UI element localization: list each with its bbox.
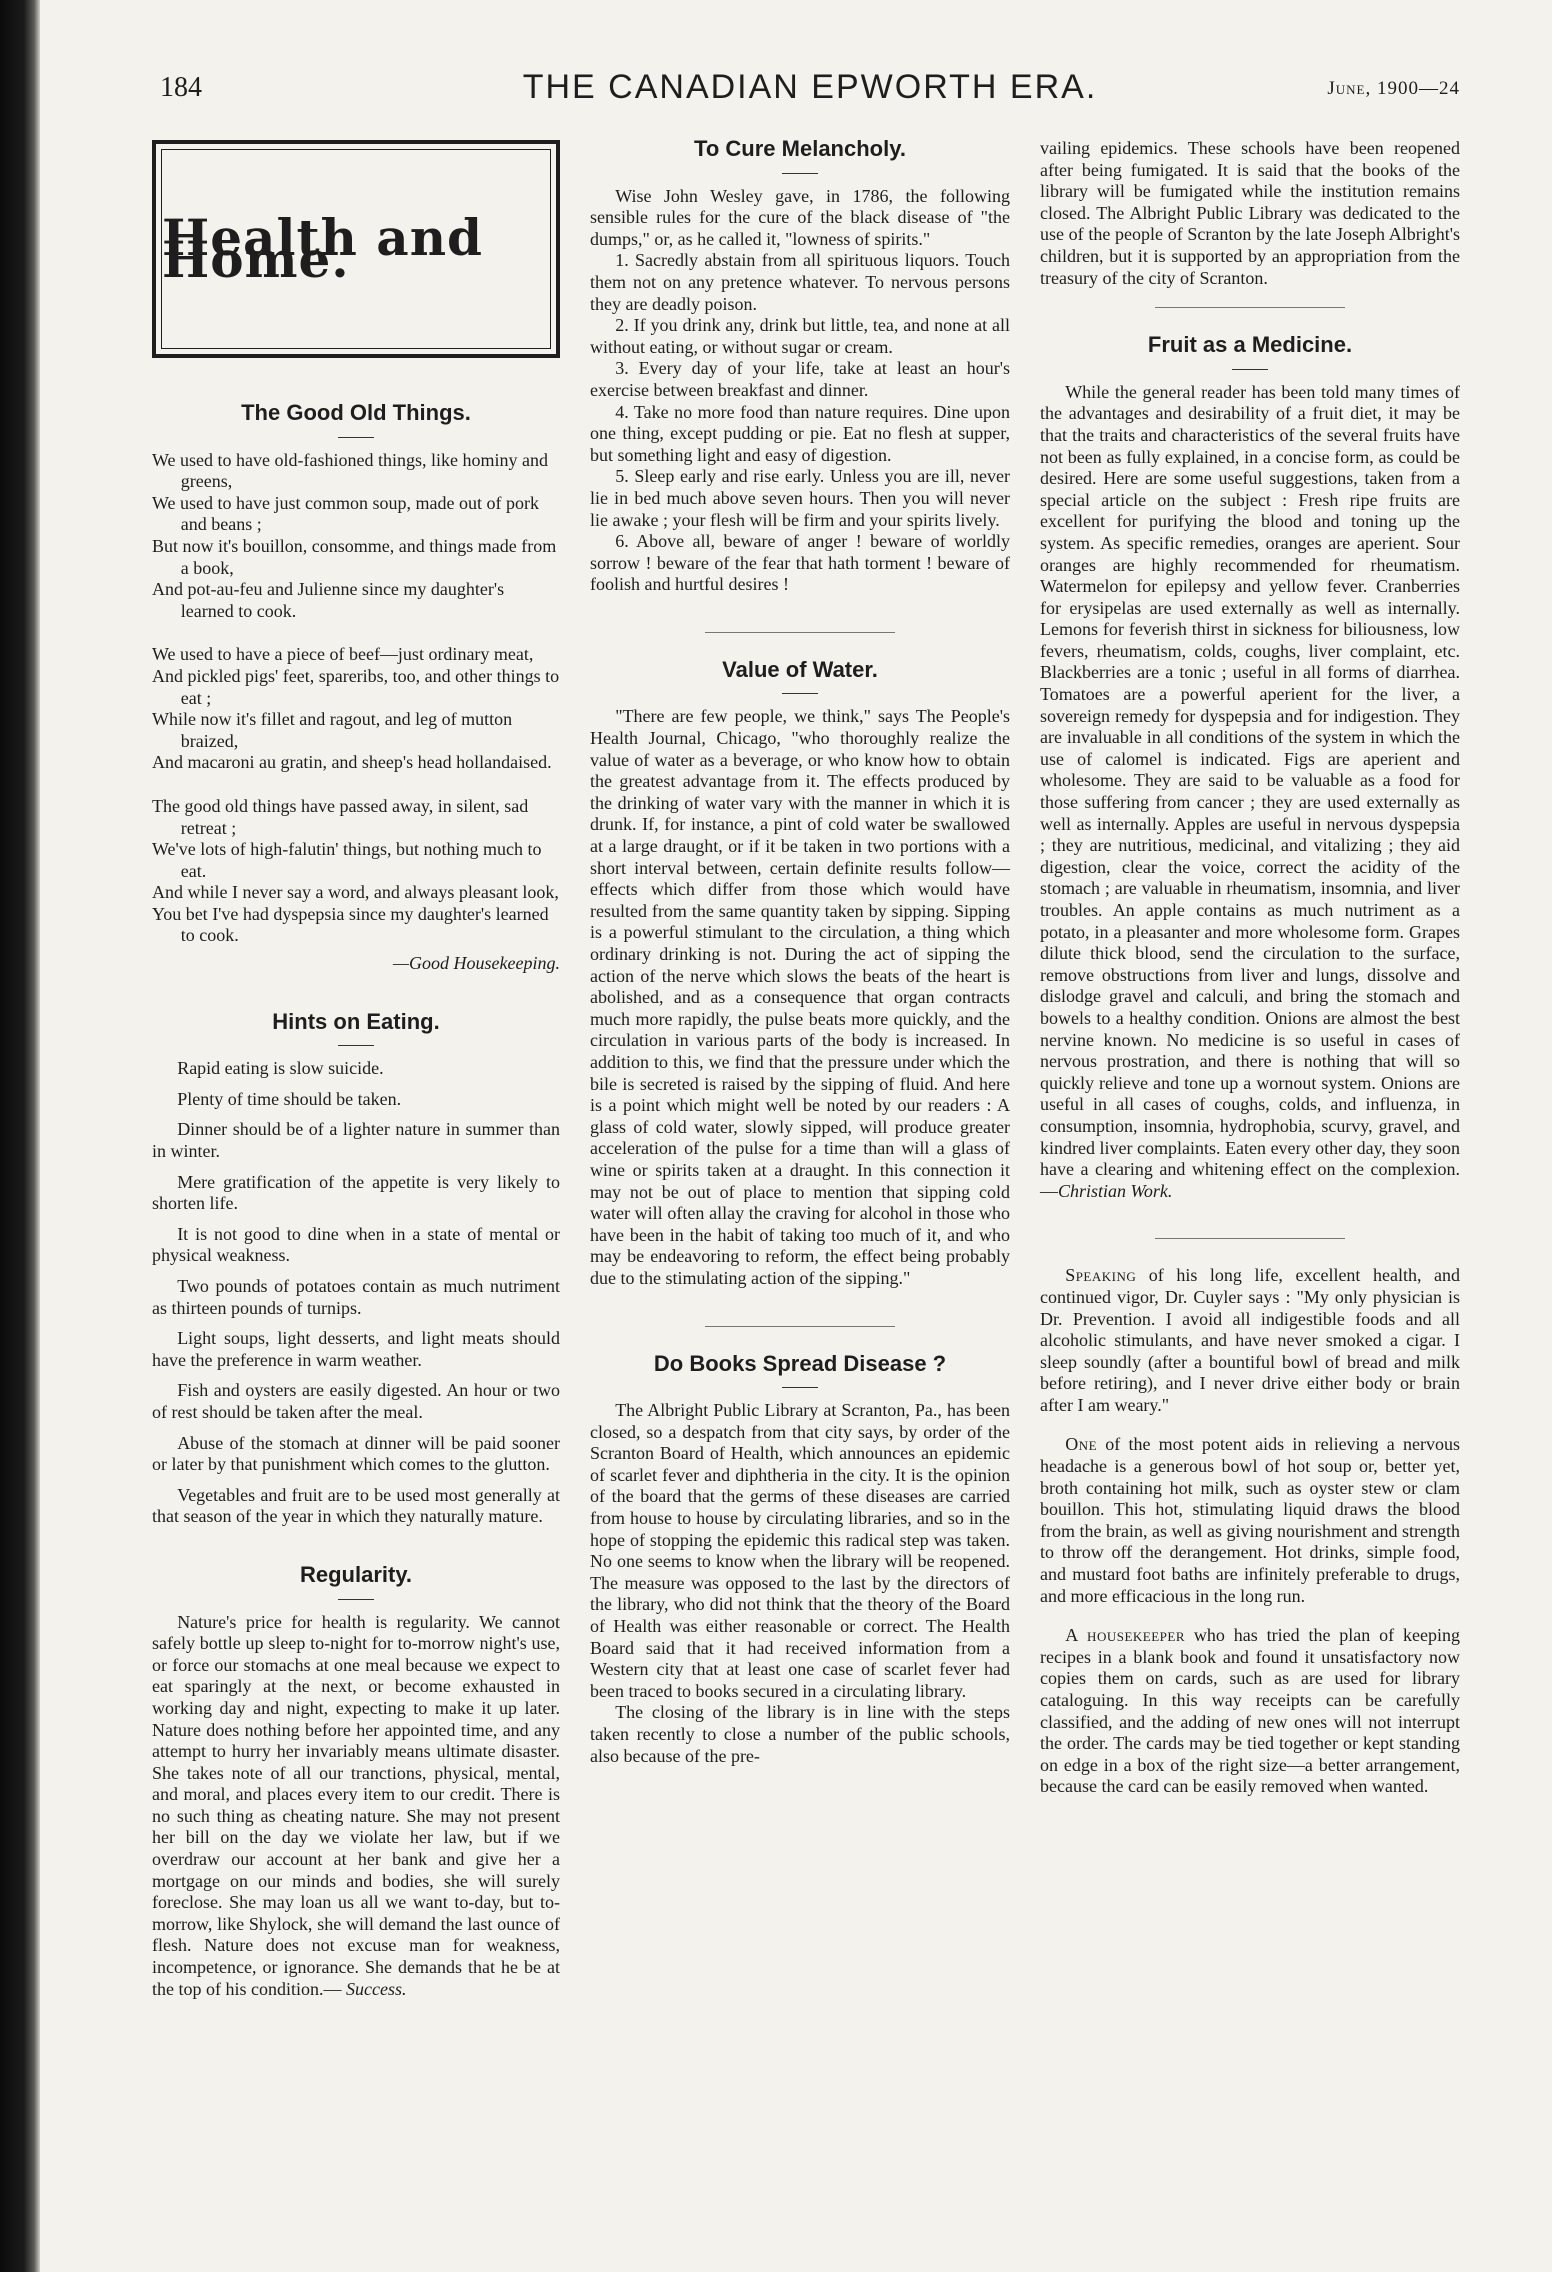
article-title: Value of Water. [590, 659, 1010, 681]
byline: Success. [345, 1978, 407, 1999]
hint-item: It is not good to dine when in a state of mental or physical weakness. [152, 1223, 560, 1266]
poem-line: But now it's bouillon, consomme, and things made from a book, [152, 535, 557, 578]
section-divider [705, 632, 895, 633]
note-speaking: Speaking of his long life, excellent health, and continued vigor, Dr. Cuyler says : "My only physician is Dr. Prevention. I avoid all indigestible foods and all alcoholic stimulants, and have never smoked a cigar. I sleep soundly (after a bountiful bowl of bread and milk before retiring), and I never drive either body or brain after I am weary." [1040, 1265, 1460, 1415]
article-fruit-as-medicine [1040, 334, 1460, 1202]
poem-line: And while I never say a word, and always pleasant look, [152, 882, 559, 903]
rule-item: 6. Above all, beware of anger ! beware of worldly sorrow ! beware of the fear that hath torment ! beware of foolish and hurtful desires ! [590, 531, 1010, 595]
hint-item: Two pounds of potatoes contain as much nutriment as thirteen pounds of turnips. [152, 1276, 560, 1318]
poem-line: The good old things have passed away, in silent, sad retreat ; [152, 795, 529, 838]
column-1 [152, 138, 560, 2036]
page-number: 184 [160, 72, 202, 103]
poem-stanza [152, 644, 560, 774]
article-good-old-things [152, 402, 560, 975]
hint-item: Rapid eating is slow suicide. [177, 1058, 384, 1079]
note-headache: One of the most potent aids in relieving a nervous headache is a generous bowl of hot soup or, better yet, broth containing hot milk, such as oyster stew or clam bouillon. This hot, stimulating liquid draws the blood from the brain, as well as giving nourishment and strength to throw off the derangement. Hot drinks, simple food, and mustard foot baths are infinitely preferable to drugs, and more efficacious in the long run. [1040, 1434, 1460, 1606]
article-to-cure-melancholy [590, 138, 1010, 596]
section-divider [705, 1326, 895, 1327]
article-do-books-spread-disease [590, 1350, 1010, 1768]
department-title: Health and Home. [162, 208, 484, 289]
poem-line: We used to have old-fashioned things, like hominy and greens, [152, 449, 548, 492]
article-title: Fruit as a Medicine. [1040, 334, 1460, 356]
article-title: To Cure Melancholy. [590, 138, 1010, 160]
poem-line: We used to have just common soup, made out of pork and beans ; [152, 492, 539, 535]
hint-item: Fish and oysters are easily digested. An hour or two of rest should be taken after the meal. [152, 1380, 560, 1422]
article-body: Nature's price for health is regularity. We cannot safely bottle up sleep to-night for to-morrow night's use, or force our stomachs at one meal because we expect to eat sparingly at the next, or become exhausted in working day and night, expecting to make it up later. Nature does nothing before her appointed time, and any attempt to hurry her invariably means ultimate disaster. She takes note of all our tranctions, physical, mental, and moral, and places every item to our credit. There is no such thing as cheating nature. She may not present her bill on the day we violate her law, but if we overdraw our account at her bank and give her a mortgage on our minds and bodies, she will surely foreclose. She may loan us all we want to-day, but to-morrow, like Shylock, she will demand the last ounce of flesh. Nature does not excuse man for weakness, incompetence, or ignorance. She demands that he be at the top of his condition.— Success. [152, 1611, 560, 1999]
article-value-of-water [590, 656, 1010, 1290]
hint-item: Plenty of time should be taken. [177, 1088, 402, 1109]
article-hints-on-eating [152, 1008, 560, 1528]
rule-item: 3. Every day of your life, take at least an hour's exercise between breakfast and dinner. [590, 358, 1010, 400]
article-continuation [1040, 138, 1460, 289]
section-divider [1155, 307, 1345, 308]
department-banner [152, 140, 560, 358]
article-body: The closing of the library is in line with the steps taken recently to close a number of the public schools, also because of the pre- [590, 1702, 1010, 1766]
article-title: Do Books Spread Disease ? [590, 1353, 1010, 1375]
article-title: The Good Old Things. [152, 402, 560, 424]
article-body: vailing epidemics. These schools have been reopened after being fumigated. It is said that the books of the library will be fumigated while the institution remains closed. The Albright Public Library was dedicated to the use of the people of Scranton by the late Joseph Albright's children, but it is supported by an appropriation from the treasury of the city of Scranton. [1040, 138, 1460, 288]
hint-item: Light soups, light desserts, and light meats should have the preference in warm weather. [152, 1328, 560, 1370]
hint-item: Abuse of the stomach at dinner will be paid sooner or later by that punishment which comes to the glutton. [152, 1432, 560, 1475]
poem-line: You bet I've had dyspepsia since my daughter's learned to cook. [152, 903, 549, 946]
poem-line: And pickled pigs' feet, spareribs, too, and other things to eat ; [152, 665, 560, 708]
rule-item: 1. Sacredly abstain from all spirituous liquors. Touch them not on any pretence whatever. To nervous persons they are deadly poison. [590, 250, 1010, 314]
book-binding-edge [0, 0, 40, 2272]
note-recipes: A housekeeper who has tried the plan of keeping recipes in a blank book and found it unsatisfactory now copies them on cards, such as are used for library cataloguing. In this way receipts can be carefully classified, and the adding of new ones will not interrupt the order. The cards may be tied together or kept standing on edge in a box of the right size—a better arrangement, because the card can be easily removed when wanted. [1040, 1625, 1461, 1797]
lead-word: Speaking [1065, 1265, 1137, 1286]
poem-stanza [152, 450, 560, 623]
article-body: While the general reader has been told many times of the advantages and desirability of a fruit diet, it may be that the traits and characteristics of the several fruits have not been as fully explained, in a concise form, as could be desired. Here are some useful suggestions, taken from a special article on the subject : Fresh ripe fruits are excellent for purifying the blood and toning up the system. As specific remedies, oranges are aperient. Sour oranges are highly recommended for rheumatism. Watermelon for epilepsy and yellow fever. Cranberries for erysipelas are used externally as well as internally. Lemons for feverish thirst in sickness for biliousness, low fevers, rheumatism, colds, coughs, liver complaint, etc. Blackberries are a tonic ; useful in all forms of diarrhea. Tomatoes are a powerful aperient for the liver, a sovereign remedy for dyspepsia and for indigestion. They are invaluable in all conditions of the system in which the use of calomel is indicated. Figs are aperient and wholesome. They are said to be valuable as a food for those suffering from cancer ; they are used externally as well as internally. Apples are useful in nervous dyspepsia ; they are nutritious, medicinal, and vitalizing ; they aid digestion, clear the voice, correct the acidity of the stomach ; are valuable in rheumatism, insomnia, and liver troubles. An apple contains as much nutriment as a potato, in a pleasanter and more wholesome form. Grapes dilute thick blood, send the circulation to the surface, remove obstructions from liver and lungs, dissolve and dislodge gravel and calculi, and bring the stomach and bowels to a healthy condition. Onions are almost the best nervine known. No medicine is so useful in cases of nervous prostration, and there is nothing that will so quickly relieve and tone up a wornout system. Onions are useful in all cases of coughs, colds, and influenza, in consumption, insomnia, hydrophobia, scurvy, gravel, and kindred liver complaints. Eaten every other day, they soon have a clearing and whitening effect on the complexion.—Christian Work. [1040, 381, 1460, 1201]
byline: Christian Work. [1058, 1180, 1173, 1201]
poem-line: And pot-au-feu and Julienne since my daughter's learned to cook. [152, 579, 505, 621]
rule-item: 4. Take no more food than nature requires. Dine upon one thing, except pudding or pie. Eat no flesh at supper, but something light and easy of digestion. [590, 401, 1010, 465]
poem-line: We used to have a piece of beef—just ordinary meat, [152, 644, 534, 665]
column-3 [1040, 138, 1460, 1816]
article-regularity [152, 1561, 560, 2000]
lead-word: A housekeeper [1065, 1625, 1186, 1646]
column-2 [590, 138, 1010, 1803]
article-title: Regularity. [152, 1564, 560, 1586]
lead-word: One [1065, 1434, 1098, 1455]
hint-item: Dinner should be of a lighter nature in summer than in winter. [152, 1119, 560, 1162]
article-body: "There are few people, we think," says The People's Health Journal, Chicago, "who thoroughly realize the value of water as a beverage, or who know how to obtain the greatest advantage from it. The effects produced by the drinking of water vary with the manner in which it is drunk. If, for instance, a pint of cold water be swallowed at a large draught, or if it be taken in two portions with a short interval between, certain definite results follow—effects which differ from those which would have resulted from the same quantity taken by sipping. Sipping is a powerful stimulant to the circulation, a thing which ordinary drinking is not. During the act of sipping the action of the nerve which slows the beats of the heart is abolished, and as a consequence that organ contracts much more rapidly, the pulse beats more quickly, and the circulation in various parts of the body is increased. In addition to this, we find that the pressure under which the bile is secreted is raised by the sipping of fluid. And here is a point which might well be noted by our readers : A glass of cold water, slowly sipped, will produce greater acceleration of the pulse for a time than will a glass of wine or spirits taken at a draught. In this connection it may not be out of place to mention that sipping cold water will often allay the craving for alcohol in those who have been in the habit of taking too much of it, and who may be endeavoring to reform, the effect being probably due to the stimulating action of the sipping." [590, 706, 1010, 1288]
issue-date: June, 1900—24 [1327, 78, 1460, 99]
article-intro: Wise John Wesley gave, in 1786, the following sensible rules for the cure of the black disease of "the dumps," or, as he called it, "lowness of spirits." [590, 185, 1010, 249]
masthead: THE CANADIAN EPWORTH ERA. [522, 68, 1098, 106]
poem-line: We've lots of high-falutin' things, but nothing much to eat. [152, 839, 542, 881]
rule-item: 5. Sleep early and rise early. Unless you are ill, never lie in bed much above seven hours. Then you will never lie awake ; your flesh will be firm and your spirits lively. [590, 466, 1010, 530]
poem-stanza [152, 796, 560, 947]
page-header [160, 68, 1460, 122]
poem-line: And macaroni au gratin, and sheep's head hollandaised. [152, 752, 552, 773]
hint-item: Vegetables and fruit are to be used most generally at that season of the year in which they naturally mature. [152, 1484, 560, 1527]
hint-item: Mere gratification of the appetite is very likely to shorten life. [152, 1171, 560, 1214]
article-title: Hints on Eating. [152, 1011, 560, 1033]
byline: —Good Housekeeping. [393, 953, 560, 974]
article-body: The Albright Public Library at Scranton, Pa., has been closed, so a despatch from that city says, by order of the Scranton Board of Health, which announces an epidemic of scarlet fever and diphtheria in the city. It is the opinion of the board that the germs of these diseases are carried from house to house by circulating libraries, and so in the hope of stopping the epidemic this radical step was taken. No one seems to know when the library will be reopened. The measure was opposed to the last by the directors of the library, who did not think that the theory of the Board of Health was either reasonable or correct. The Health Board said that it had received information from a Western city that at least one case of scarlet fever had been traced to books secured in a circulating library. [590, 1400, 1010, 1701]
rule-item: 2. If you drink any, drink but little, tea, and none at all without eating, or without sugar or cream. [590, 315, 1010, 357]
poem-line: While now it's fillet and ragout, and leg of mutton braized, [152, 709, 513, 751]
section-divider [1155, 1238, 1345, 1239]
